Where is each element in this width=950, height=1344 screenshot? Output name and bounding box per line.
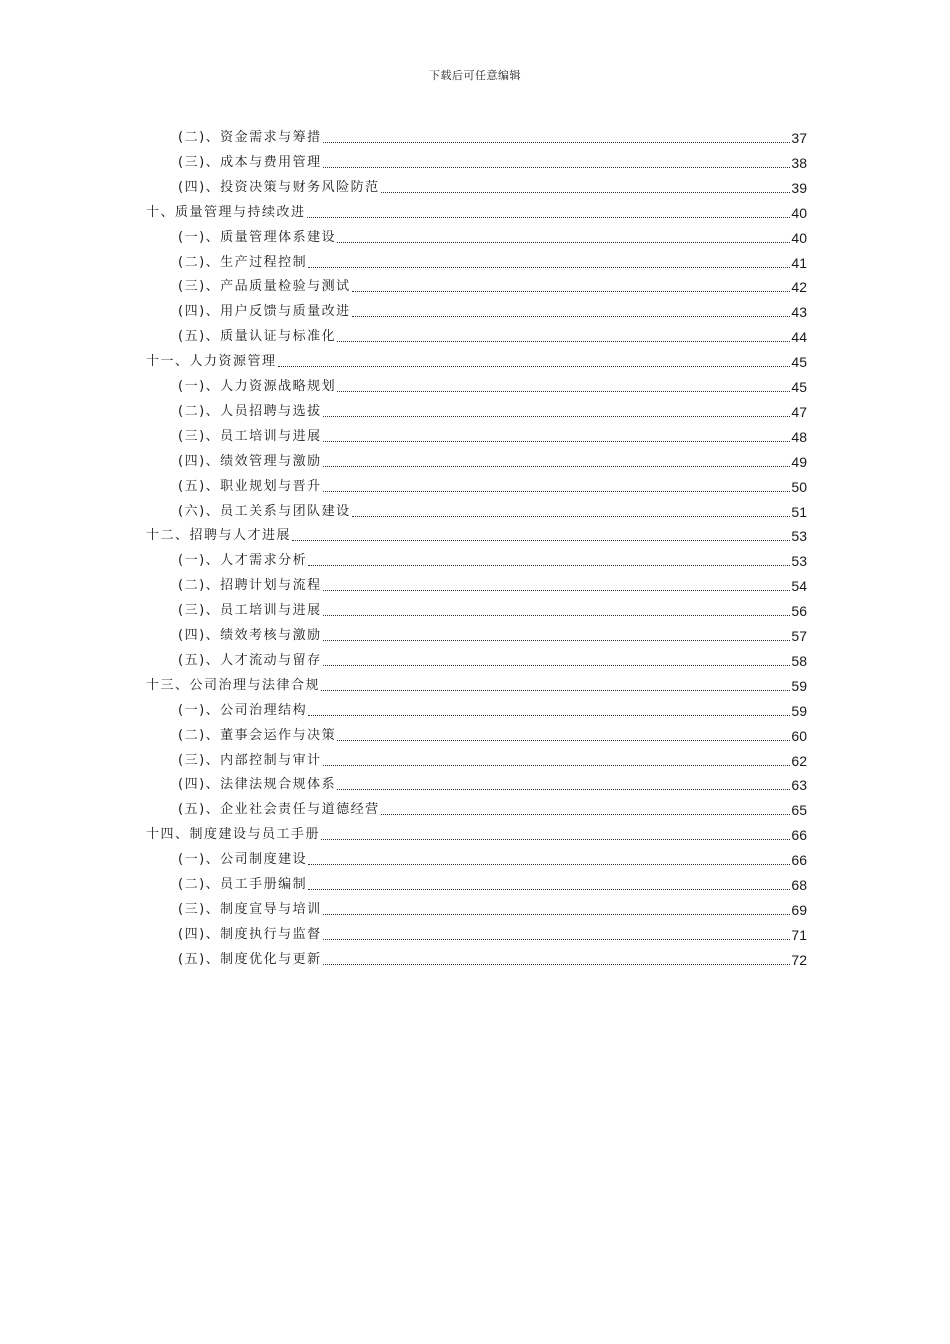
toc-entry-title: (二)、生产过程控制: [178, 254, 308, 270]
toc-dot-leader: [292, 540, 790, 541]
toc-entry-title: (四)、投资决策与财务风险防范: [178, 179, 380, 195]
toc-entry-title: 十、质量管理与持续改进: [146, 204, 306, 220]
toc-entry-title: (四)、绩效考核与激励: [178, 628, 322, 643]
toc-page-number: 40: [791, 204, 807, 221]
toc-dot-leader: [278, 366, 791, 367]
toc-entry-title: (二)、人员招聘与选拔: [178, 403, 322, 419]
toc-entry-title: (三)、员工培训与进展: [178, 428, 322, 444]
toc-entry-title: 十一、人力资源管理: [146, 354, 277, 370]
toc-section-entry[interactable]: [178, 797, 807, 819]
toc-entry-title: (四)、用户反馈与质量改进: [178, 304, 351, 320]
toc-entry-title: (六)、员工关系与团队建设: [178, 503, 351, 519]
page-header: 下载后可任意编辑: [429, 69, 521, 82]
toc-section-entry[interactable]: [178, 698, 807, 720]
toc-dot-leader: [337, 789, 790, 790]
toc-entry-title: (四)、法律法规合规体系: [178, 777, 337, 793]
toc-dot-leader: [323, 491, 791, 492]
toc-page-number: 45: [791, 379, 807, 395]
toc-page-number: 38: [791, 154, 807, 171]
toc-page-number: 42: [791, 279, 807, 296]
toc-section-entry[interactable]: [178, 623, 807, 645]
toc-dot-leader: [381, 192, 791, 193]
toc-section-entry[interactable]: [178, 872, 807, 894]
toc-section-entry[interactable]: [178, 125, 807, 147]
toc-dot-leader: [308, 889, 790, 890]
toc-dot-leader: [352, 291, 791, 292]
toc-dot-leader: [337, 391, 790, 392]
toc-section-entry[interactable]: [178, 399, 807, 421]
toc-entry-title: 十四、制度建设与员工手册: [146, 827, 321, 843]
toc-section-entry[interactable]: [178, 225, 807, 247]
toc-page-number: 43: [791, 304, 807, 321]
toc-entry-title: (一)、公司治理结构: [178, 702, 308, 718]
toc-page-number: 66: [791, 827, 807, 844]
toc-page-number: 53: [791, 528, 807, 545]
toc-dot-leader: [323, 765, 791, 766]
toc-dot-leader: [381, 814, 791, 815]
toc-section-entry[interactable]: [178, 748, 807, 770]
toc-page-number: 44: [791, 329, 807, 346]
toc-dot-leader: [321, 839, 790, 840]
toc-dot-leader: [308, 864, 790, 865]
toc-section-entry[interactable]: [178, 573, 807, 595]
toc-section-entry[interactable]: [178, 897, 807, 919]
toc-section-entry[interactable]: [178, 374, 807, 396]
toc-page-number: 69: [791, 901, 807, 918]
toc-page-number: 65: [791, 802, 807, 819]
toc-page-number: 56: [791, 603, 807, 620]
toc-entry-title: (三)、制度宣导与培训: [178, 901, 322, 917]
toc-page-number: 59: [791, 702, 807, 719]
toc-section-entry[interactable]: [178, 598, 807, 620]
toc-chapter-entry[interactable]: [146, 349, 807, 371]
toc-page-number: 49: [791, 453, 807, 470]
toc-dot-leader: [323, 964, 791, 965]
toc-section-entry[interactable]: [178, 548, 807, 570]
toc-entry-title: (五)、人才流动与留存: [178, 652, 322, 668]
toc-entry-title: (一)、公司制度建设: [178, 852, 308, 868]
toc-chapter-entry[interactable]: [146, 200, 807, 222]
toc-dot-leader: [323, 914, 791, 915]
toc-page-number: 62: [791, 752, 807, 769]
toc-dot-leader: [323, 665, 791, 666]
toc-section-entry[interactable]: [178, 150, 807, 172]
toc-dot-leader: [337, 242, 790, 243]
toc-dot-leader: [352, 516, 791, 517]
toc-dot-leader: [323, 615, 791, 616]
toc-entry-title: (五)、制度优化与更新: [178, 951, 322, 967]
toc-section-entry[interactable]: [178, 947, 807, 969]
toc-dot-leader: [337, 341, 790, 342]
toc-section-entry[interactable]: [178, 499, 807, 521]
toc-page-number: 41: [791, 254, 807, 271]
toc-entry-title: (二)、资金需求与筹措: [178, 130, 322, 145]
toc-dot-leader: [352, 316, 791, 317]
toc-dot-leader: [323, 590, 791, 591]
toc-page-number: 71: [791, 926, 807, 943]
toc-dot-leader: [323, 466, 791, 467]
toc-entry-title: (三)、内部控制与审计: [178, 752, 322, 768]
toc-section-entry[interactable]: [178, 424, 807, 446]
toc-dot-leader: [323, 142, 791, 143]
toc-dot-leader: [323, 441, 791, 442]
toc-dot-leader: [307, 217, 791, 218]
toc-section-entry[interactable]: [178, 299, 807, 321]
toc-entry-title: 十三、公司治理与法律合规: [146, 677, 321, 693]
toc-entry-title: (一)、人才需求分析: [178, 553, 308, 569]
toc-page-number: 45: [791, 354, 807, 371]
toc-entry-title: (五)、职业规划与晋升: [178, 478, 322, 494]
toc-dot-leader: [308, 267, 790, 268]
toc-chapter-entry[interactable]: [146, 673, 807, 695]
toc-chapter-entry[interactable]: [146, 822, 807, 844]
toc-page-number: 68: [791, 877, 807, 893]
toc-page-number: 51: [791, 503, 807, 520]
toc-entry-title: (一)、人力资源战略规划: [178, 379, 337, 394]
toc-entry-title: (三)、产品质量检验与测试: [178, 279, 351, 295]
toc-entry-title: (三)、员工培训与进展: [178, 603, 322, 619]
toc-page-number: 66: [791, 852, 807, 869]
toc-dot-leader: [323, 167, 791, 168]
toc-entry-title: (五)、质量认证与标准化: [178, 329, 337, 345]
toc-dot-leader: [323, 416, 791, 417]
toc-dot-leader: [321, 690, 790, 691]
toc-section-entry[interactable]: [178, 922, 807, 944]
toc-section-entry[interactable]: [178, 449, 807, 471]
toc-dot-leader: [337, 740, 790, 741]
toc-dot-leader: [308, 715, 790, 716]
toc-entry-title: (四)、制度执行与监督: [178, 926, 322, 942]
toc-page-number: 63: [791, 777, 807, 794]
toc-dot-leader: [323, 939, 791, 940]
toc-section-entry[interactable]: [178, 324, 807, 346]
toc-page-number: 40: [791, 229, 807, 246]
toc-entry-title: (二)、董事会运作与决策: [178, 727, 337, 743]
toc-section-entry[interactable]: [178, 723, 807, 745]
toc-page-number: 57: [791, 628, 807, 644]
toc-entry-title: (四)、绩效管理与激励: [178, 453, 322, 469]
toc-page-number: 37: [791, 130, 807, 146]
toc-page-number: 50: [791, 478, 807, 495]
toc-page-number: 58: [791, 652, 807, 669]
toc-page-number: 54: [791, 578, 807, 595]
toc-page-number: 53: [791, 553, 807, 570]
toc-page-number: 39: [791, 179, 807, 196]
toc-page-number: 72: [791, 951, 807, 968]
toc-entry-title: (一)、质量管理体系建设: [178, 229, 337, 245]
toc-entry-title: (二)、招聘计划与流程: [178, 578, 322, 594]
toc-dot-leader: [308, 565, 790, 566]
toc-section-entry[interactable]: [178, 175, 807, 197]
toc-page-number: 47: [791, 403, 807, 420]
toc-section-entry[interactable]: [178, 847, 807, 869]
toc-dot-leader: [323, 640, 791, 641]
toc-entry-title: (五)、企业社会责任与道德经营: [178, 802, 380, 818]
toc-page-number: 60: [791, 727, 807, 744]
toc-section-entry[interactable]: [178, 274, 807, 296]
toc-entry-title: (二)、员工手册编制: [178, 877, 308, 892]
toc-section-entry[interactable]: [178, 474, 807, 496]
toc-section-entry[interactable]: [178, 772, 807, 794]
toc-section-entry[interactable]: [178, 250, 807, 272]
toc-page-number: 59: [791, 677, 807, 694]
toc-entry-title: (三)、成本与费用管理: [178, 154, 322, 170]
toc-section-entry[interactable]: [178, 648, 807, 670]
toc-entry-title: 十二、招聘与人才进展: [146, 528, 292, 544]
toc-chapter-entry[interactable]: [146, 523, 807, 545]
toc-page-number: 48: [791, 428, 807, 445]
